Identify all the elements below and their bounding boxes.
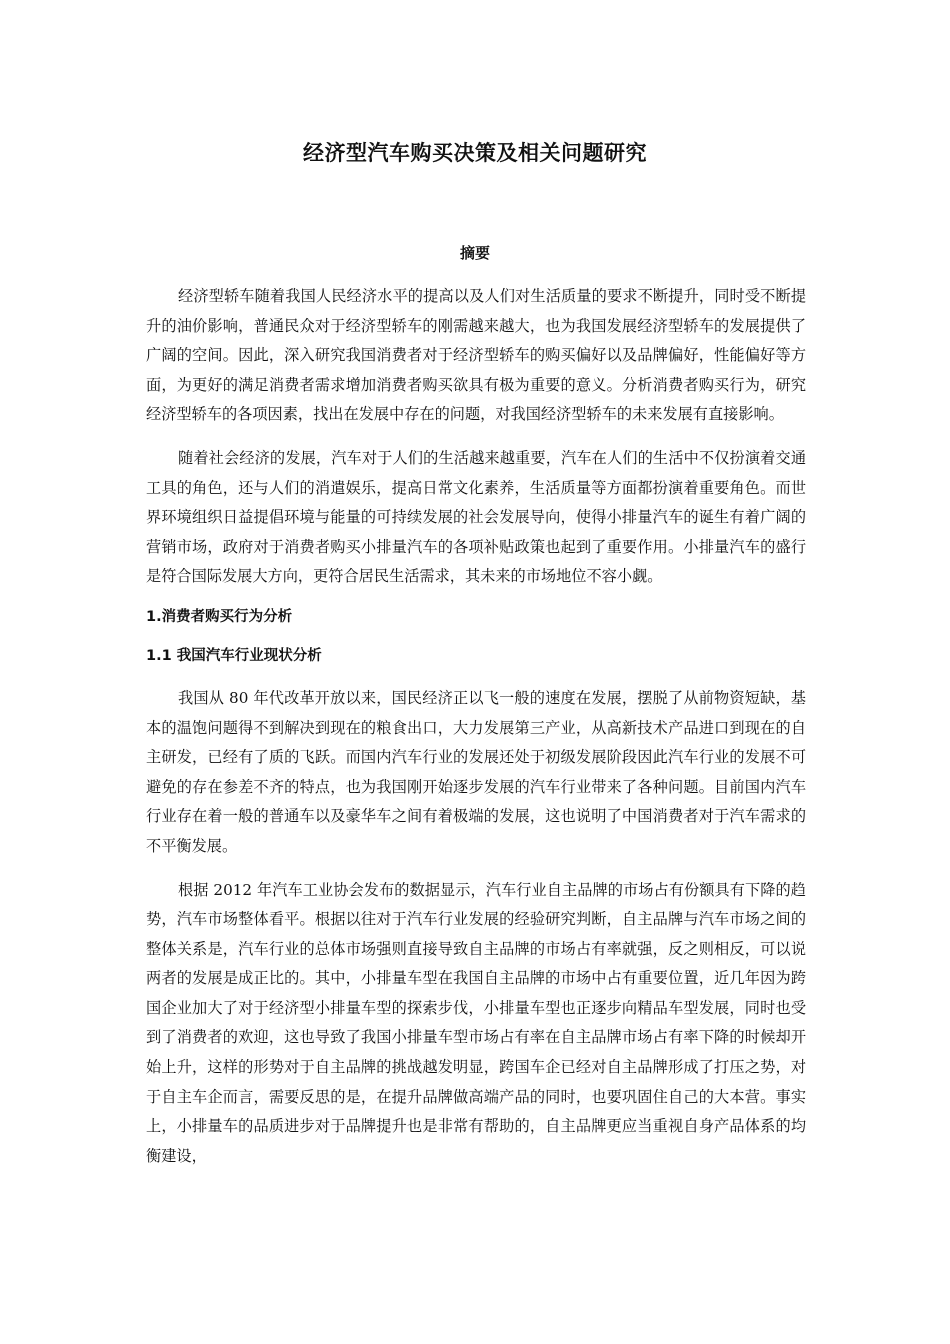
document-title: 经济型汽车购买决策及相关问题研究 — [303, 141, 647, 165]
abstract-paragraph-2: 随着社会经济的发展，汽车对于人们的生活越来越重要，汽车在人们的生活中不仅扮演着交通工具的角色，还与人们的消遣娱乐，提高日常文化素养，生活质量等方面都扮演着重要角色。而世界环境组织日益提倡环境与能量的可持续发展的社会发展导向，使得小排量汽车的诞生有着广阔的营销市场，政府对于消费者购买小排量汽车的各项补贴政策也起到了重要作用。小排量汽车的盛行是符合国际发展大方向，更符合居民生活需求，其未来的市场地位不容小觑。 — [146, 448, 806, 586]
body-paragraph-2: 根据 2012 年汽车工业协会发布的数据显示，汽车行业自主品牌的市场占有份额具有下降的趋势，汽车市场整体看平。根据以往对于汽车行业发展的经验研究判断，自主品牌与汽车市场之间的整体关系是，汽车行业的总体市场强则直接导致自主品牌的市场占有率就强，反之则相反，可以说两者的发展是成正比的。其中，小排量车型在我国自主品牌的市场中占有重要位置，近几年因为跨国企业加大了对于经济型小排量车型的探索步伐，小排量车型也正逐步向精品车型发展，同时也受到了消费者的欢迎，这也导致了我国小排量车型市场占有率在自主品牌市场占有率下降的时候却开始上升，这样的形势对于自主品牌的挑战越发明显，跨国车企已经对自主品牌形成了打压之势，对于自主车企而言，需要反思的是，在提升品牌做高端产品的同时，也要巩固住自己的大本营。事实上，小排量车的品质进步对于品牌提升也是非常有帮助的，自主品牌更应当重视自身产品体系的均衡建设， — [146, 880, 806, 1165]
abstract-paragraph-1: 经济型轿车随着我国人民经济水平的提高以及人们对生活质量的要求不断提升，同时受不断提升的油价影响，普通民众对于经济型轿车的刚需越来越大，也为我国发展经济型轿车的发展提供了广阔的空间。因此，深入研究我国消费者对于经济型轿车的购买偏好以及品牌偏好，性能偏好等方面，为更好的满足消费者需求增加消费者购买欲具有极为重要的意义。分析消费者购买行为，研究经济型轿车的各项因素，找出在发展中存在的问题，对我国经济型轿车的未来发展有直接影响。 — [146, 287, 806, 424]
document-body — [146, 282, 806, 1185]
section-heading-1-1: 1.1 我国汽车行业现状分析 — [146, 647, 322, 664]
body-paragraph-1: 我国从 80 年代改革开放以来，国民经济正以飞一般的速度在发展，摆脱了从前物资短缺，基本的温饱问题得不到解决到现在的粮食出口，大力发展第三产业，从高新技术产品进口到现在的自主研发，已经有了质的飞跃。而国内汽车行业的发展还处于初级发展阶段因此汽车行业的发展不可避免的存在参差不齐的特点，也为我国刚开始逐步发展的汽车行业带来了各种问题。目前国内汽车行业存在着一般的普通车以及豪华车之间有着极端的发展，这也说明了中国消费者对于汽车需求的不平衡发展。 — [146, 688, 806, 855]
section-heading-1: 1.消费者购买行为分析 — [146, 608, 293, 625]
abstract-heading: 摘要 — [459, 244, 490, 262]
